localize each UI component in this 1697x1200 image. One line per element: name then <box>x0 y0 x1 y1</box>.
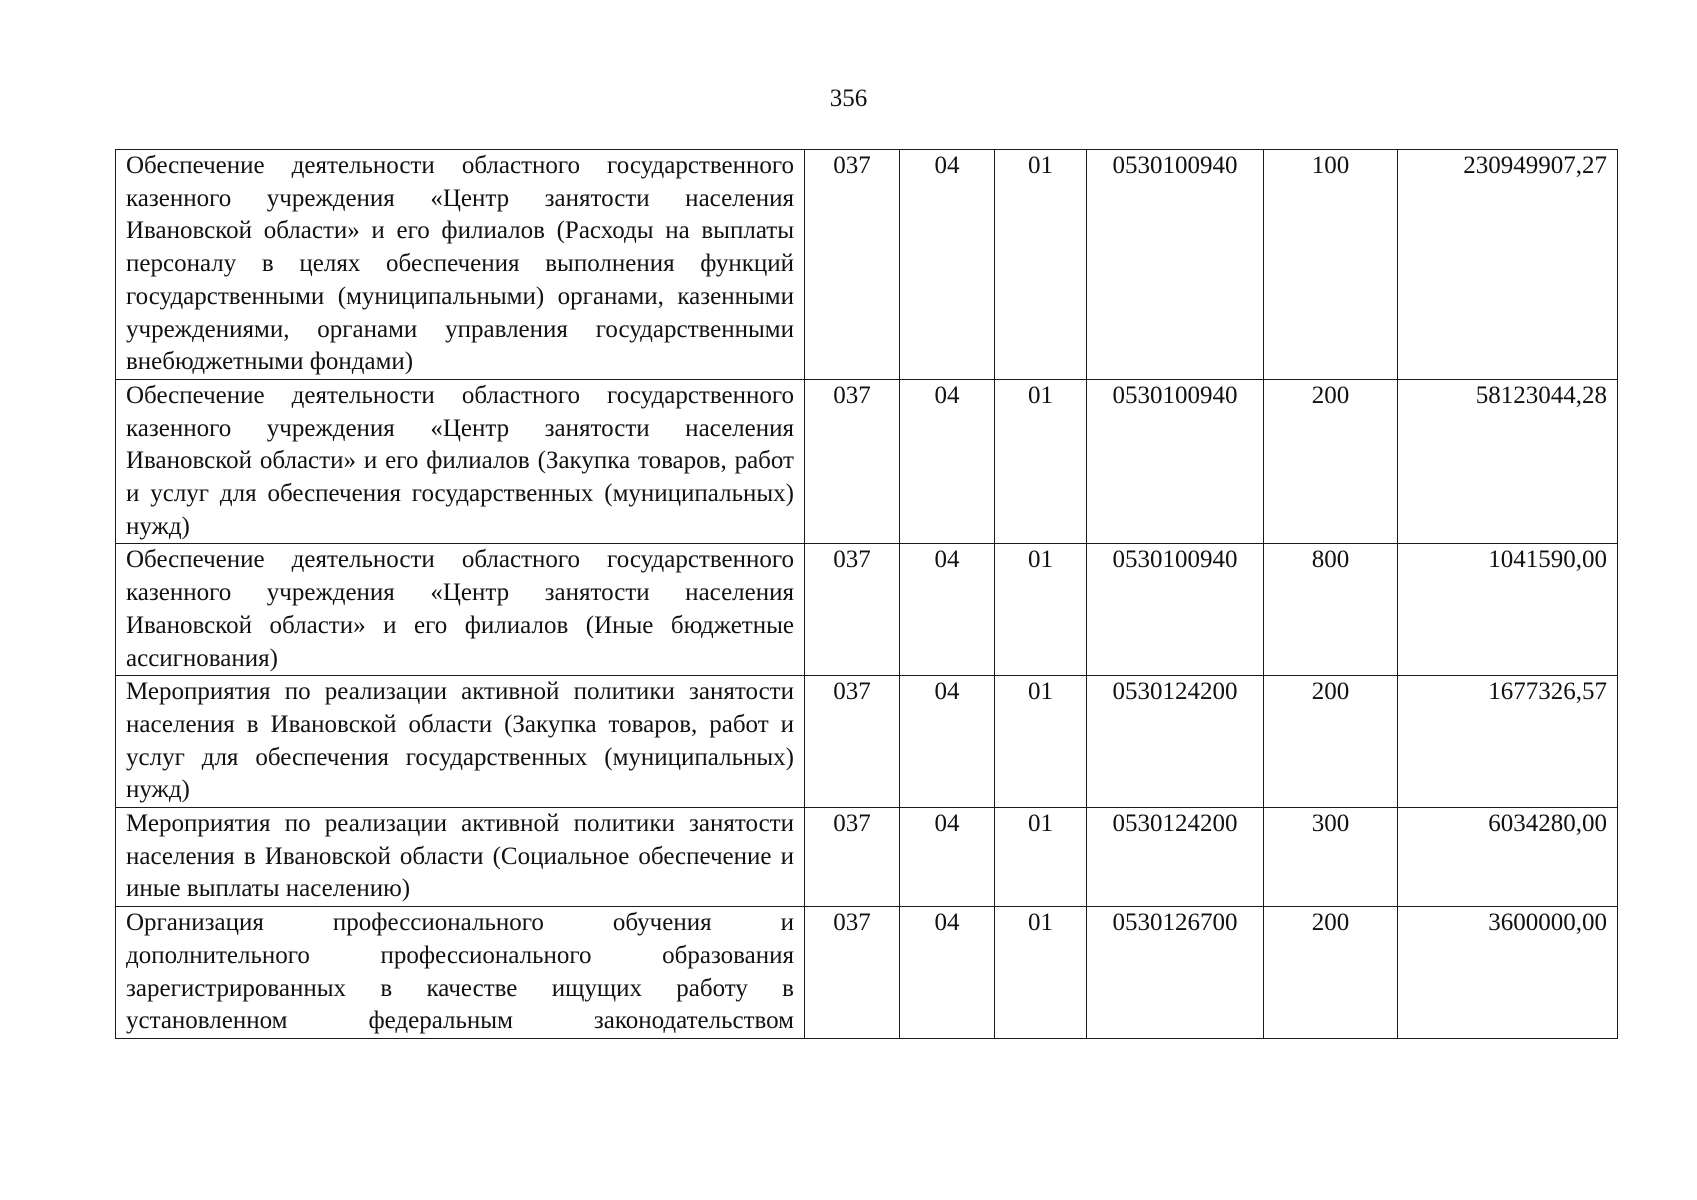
row-description: Обеспечение деятельности областного государственного казенного учреждения «Центр занятости населения Ивановской области» и его филиалов (Расходы на выплаты персоналу в целях обеспечения выполнения функций государственными (муниципальными) органами, казенными учреждениями, органами управления государственными внебюджетными фондами) <box>116 150 805 380</box>
row-grbs-code: 037 <box>805 150 900 380</box>
row-target-article: 0530124200 <box>1087 808 1264 907</box>
row-amount: 58123044,28 <box>1398 379 1618 544</box>
table-row <box>116 150 1618 380</box>
table-row <box>116 808 1618 907</box>
row-amount: 6034280,00 <box>1398 808 1618 907</box>
row-grbs-code: 037 <box>805 544 900 676</box>
row-target-article: 0530124200 <box>1087 676 1264 808</box>
row-description: Обеспечение деятельности областного государственного казенного учреждения «Центр занятости населения Ивановской области» и его филиалов (Закупка товаров, работ и услуг для обеспечения государственных (муниципальных) нужд) <box>116 379 805 544</box>
page-number: 356 <box>829 85 868 112</box>
row-subsection-code: 01 <box>995 544 1087 676</box>
table-row <box>116 676 1618 808</box>
row-subsection-code: 01 <box>995 676 1087 808</box>
row-section-code: 04 <box>900 808 995 907</box>
row-section-code: 04 <box>900 379 995 544</box>
row-subsection-code: 01 <box>995 379 1087 544</box>
row-subsection-code: 01 <box>995 150 1087 380</box>
row-target-article: 0530126700 <box>1087 907 1264 1039</box>
row-description: Мероприятия по реализации активной политики занятости населения в Ивановской области (Социальное обеспечение и иные выплаты населению) <box>116 808 805 907</box>
row-section-code: 04 <box>900 907 995 1039</box>
row-expense-type: 200 <box>1264 676 1398 808</box>
row-amount: 230949907,27 <box>1398 150 1618 380</box>
row-amount: 3600000,00 <box>1398 907 1618 1039</box>
row-target-article: 0530100940 <box>1087 150 1264 380</box>
row-amount: 1677326,57 <box>1398 676 1618 808</box>
table-row <box>116 379 1618 544</box>
row-description: Мероприятия по реализации активной политики занятости населения в Ивановской области (Закупка товаров, работ и услуг для обеспечения государственных (муниципальных) нужд) <box>116 676 805 808</box>
row-section-code: 04 <box>900 150 995 380</box>
table-row <box>116 544 1618 676</box>
row-subsection-code: 01 <box>995 907 1087 1039</box>
row-target-article: 0530100940 <box>1087 544 1264 676</box>
row-expense-type: 800 <box>1264 544 1398 676</box>
row-grbs-code: 037 <box>805 676 900 808</box>
row-expense-type: 100 <box>1264 150 1398 380</box>
row-description: Обеспечение деятельности областного государственного казенного учреждения «Центр занятости населения Ивановской области» и его филиалов (Иные бюджетные ассигнования) <box>116 544 805 676</box>
row-expense-type: 200 <box>1264 379 1398 544</box>
row-grbs-code: 037 <box>805 379 900 544</box>
row-grbs-code: 037 <box>805 808 900 907</box>
row-expense-type: 200 <box>1264 907 1398 1039</box>
row-section-code: 04 <box>900 544 995 676</box>
row-grbs-code: 037 <box>805 907 900 1039</box>
row-section-code: 04 <box>900 676 995 808</box>
budget-table <box>115 149 1618 1039</box>
row-amount: 1041590,00 <box>1398 544 1618 676</box>
table-row <box>116 907 1618 1039</box>
row-subsection-code: 01 <box>995 808 1087 907</box>
row-description: Организация профессионального обучения и дополнительного профессионального образования зарегистрированных в качестве ищущих работу в установленном федеральным законодательством <box>116 907 805 1039</box>
row-expense-type: 300 <box>1264 808 1398 907</box>
row-target-article: 0530100940 <box>1087 379 1264 544</box>
